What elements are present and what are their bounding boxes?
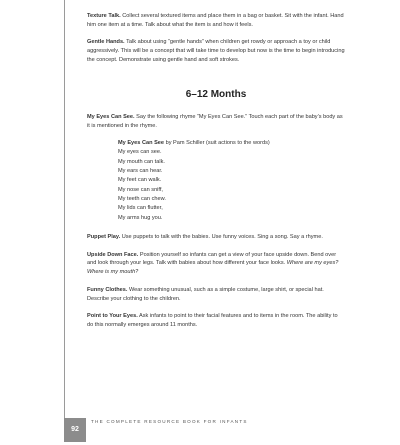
activity-puppet-play <box>87 233 345 242</box>
activity-term: Puppet Play. <box>87 234 121 241</box>
activity-term: Upside Down Face. <box>87 251 139 258</box>
activity-term: Point to Your Eyes. <box>87 313 138 320</box>
running-footer-title: THE COMPLETE RESOURCE BOOK FOR INFANTS <box>91 419 248 424</box>
activity-upside-down-face <box>87 251 345 278</box>
activity-texture-talk <box>87 12 345 30</box>
rhyme-line: My teeth can chew. <box>118 196 166 202</box>
activity-text: Wear something unusual, such as a simple costume, large shirt, or special hat. Describe your clothing to the children. <box>87 286 324 302</box>
activity-text: Position yourself so infants can get a view of your face upside down. Bend over and look through your legs. Talk with babies about how different your face looks. <box>87 251 337 267</box>
activity-text: Talk about using “gentle hands” when children get rowdy or approach a toy or child aggressively. This will be a concept that will take time to develop but now is the time to begin introducing the concept. Demonstrate using gentle hand and soft strokes. <box>87 39 345 64</box>
activity-term: Gentle Hands. <box>87 39 125 46</box>
rhyme-line: My ears can hear. <box>118 167 163 174</box>
rhyme-line: My lids can flutter, <box>118 205 163 212</box>
activity-funny-clothes <box>87 286 345 304</box>
section-heading: 6–12 Months <box>185 89 247 101</box>
activity-text: Ask infants to point to their facial features and to items in the room. The ability to do this normally emerges around 11 months. <box>87 313 338 329</box>
rhyme-line: My mouth can talk. <box>118 158 165 165</box>
activity-text: Say the following rhyme “My Eyes Can See.” Touch each part of the baby’s body as it is mentioned in the rhyme. <box>87 114 343 130</box>
margin-rule <box>64 0 65 430</box>
activity-term: My Eyes Can See. <box>87 114 135 121</box>
activity-text: Collect several textured items and place them in a bag or basket. Sit with the infant. Hand him one item at a time. Talk about what the item is and how it feels. <box>87 13 344 28</box>
rhyme-block <box>118 139 345 223</box>
activity-point-to-your-eyes <box>87 312 345 330</box>
rhyme-byline: by Pam Schiller (suit actions to the words) <box>164 139 270 146</box>
rhyme-line: My nose can sniff, <box>118 186 163 193</box>
activity-questions: Where are my eyes? Where is my mouth? <box>87 260 339 276</box>
rhyme-title: My Eyes Can See <box>118 139 165 146</box>
rhyme-line: My feet can walk. <box>118 177 162 184</box>
rhyme-heading <box>118 139 345 148</box>
activity-my-eyes-can-see <box>87 113 345 131</box>
activity-term: Funny Clothes. <box>87 286 128 293</box>
page-content <box>87 12 345 339</box>
page-number: 92 <box>71 426 79 433</box>
activity-term: Texture Talk. <box>87 13 121 19</box>
rhyme-line: My arms hug you. <box>118 214 163 221</box>
activity-gentle-hands <box>87 38 345 65</box>
rhyme-line: My eyes can see. <box>118 149 162 156</box>
activity-text: Use puppets to talk with the babies. Use funny voices. Sing a song. Say a rhyme. <box>120 234 323 241</box>
